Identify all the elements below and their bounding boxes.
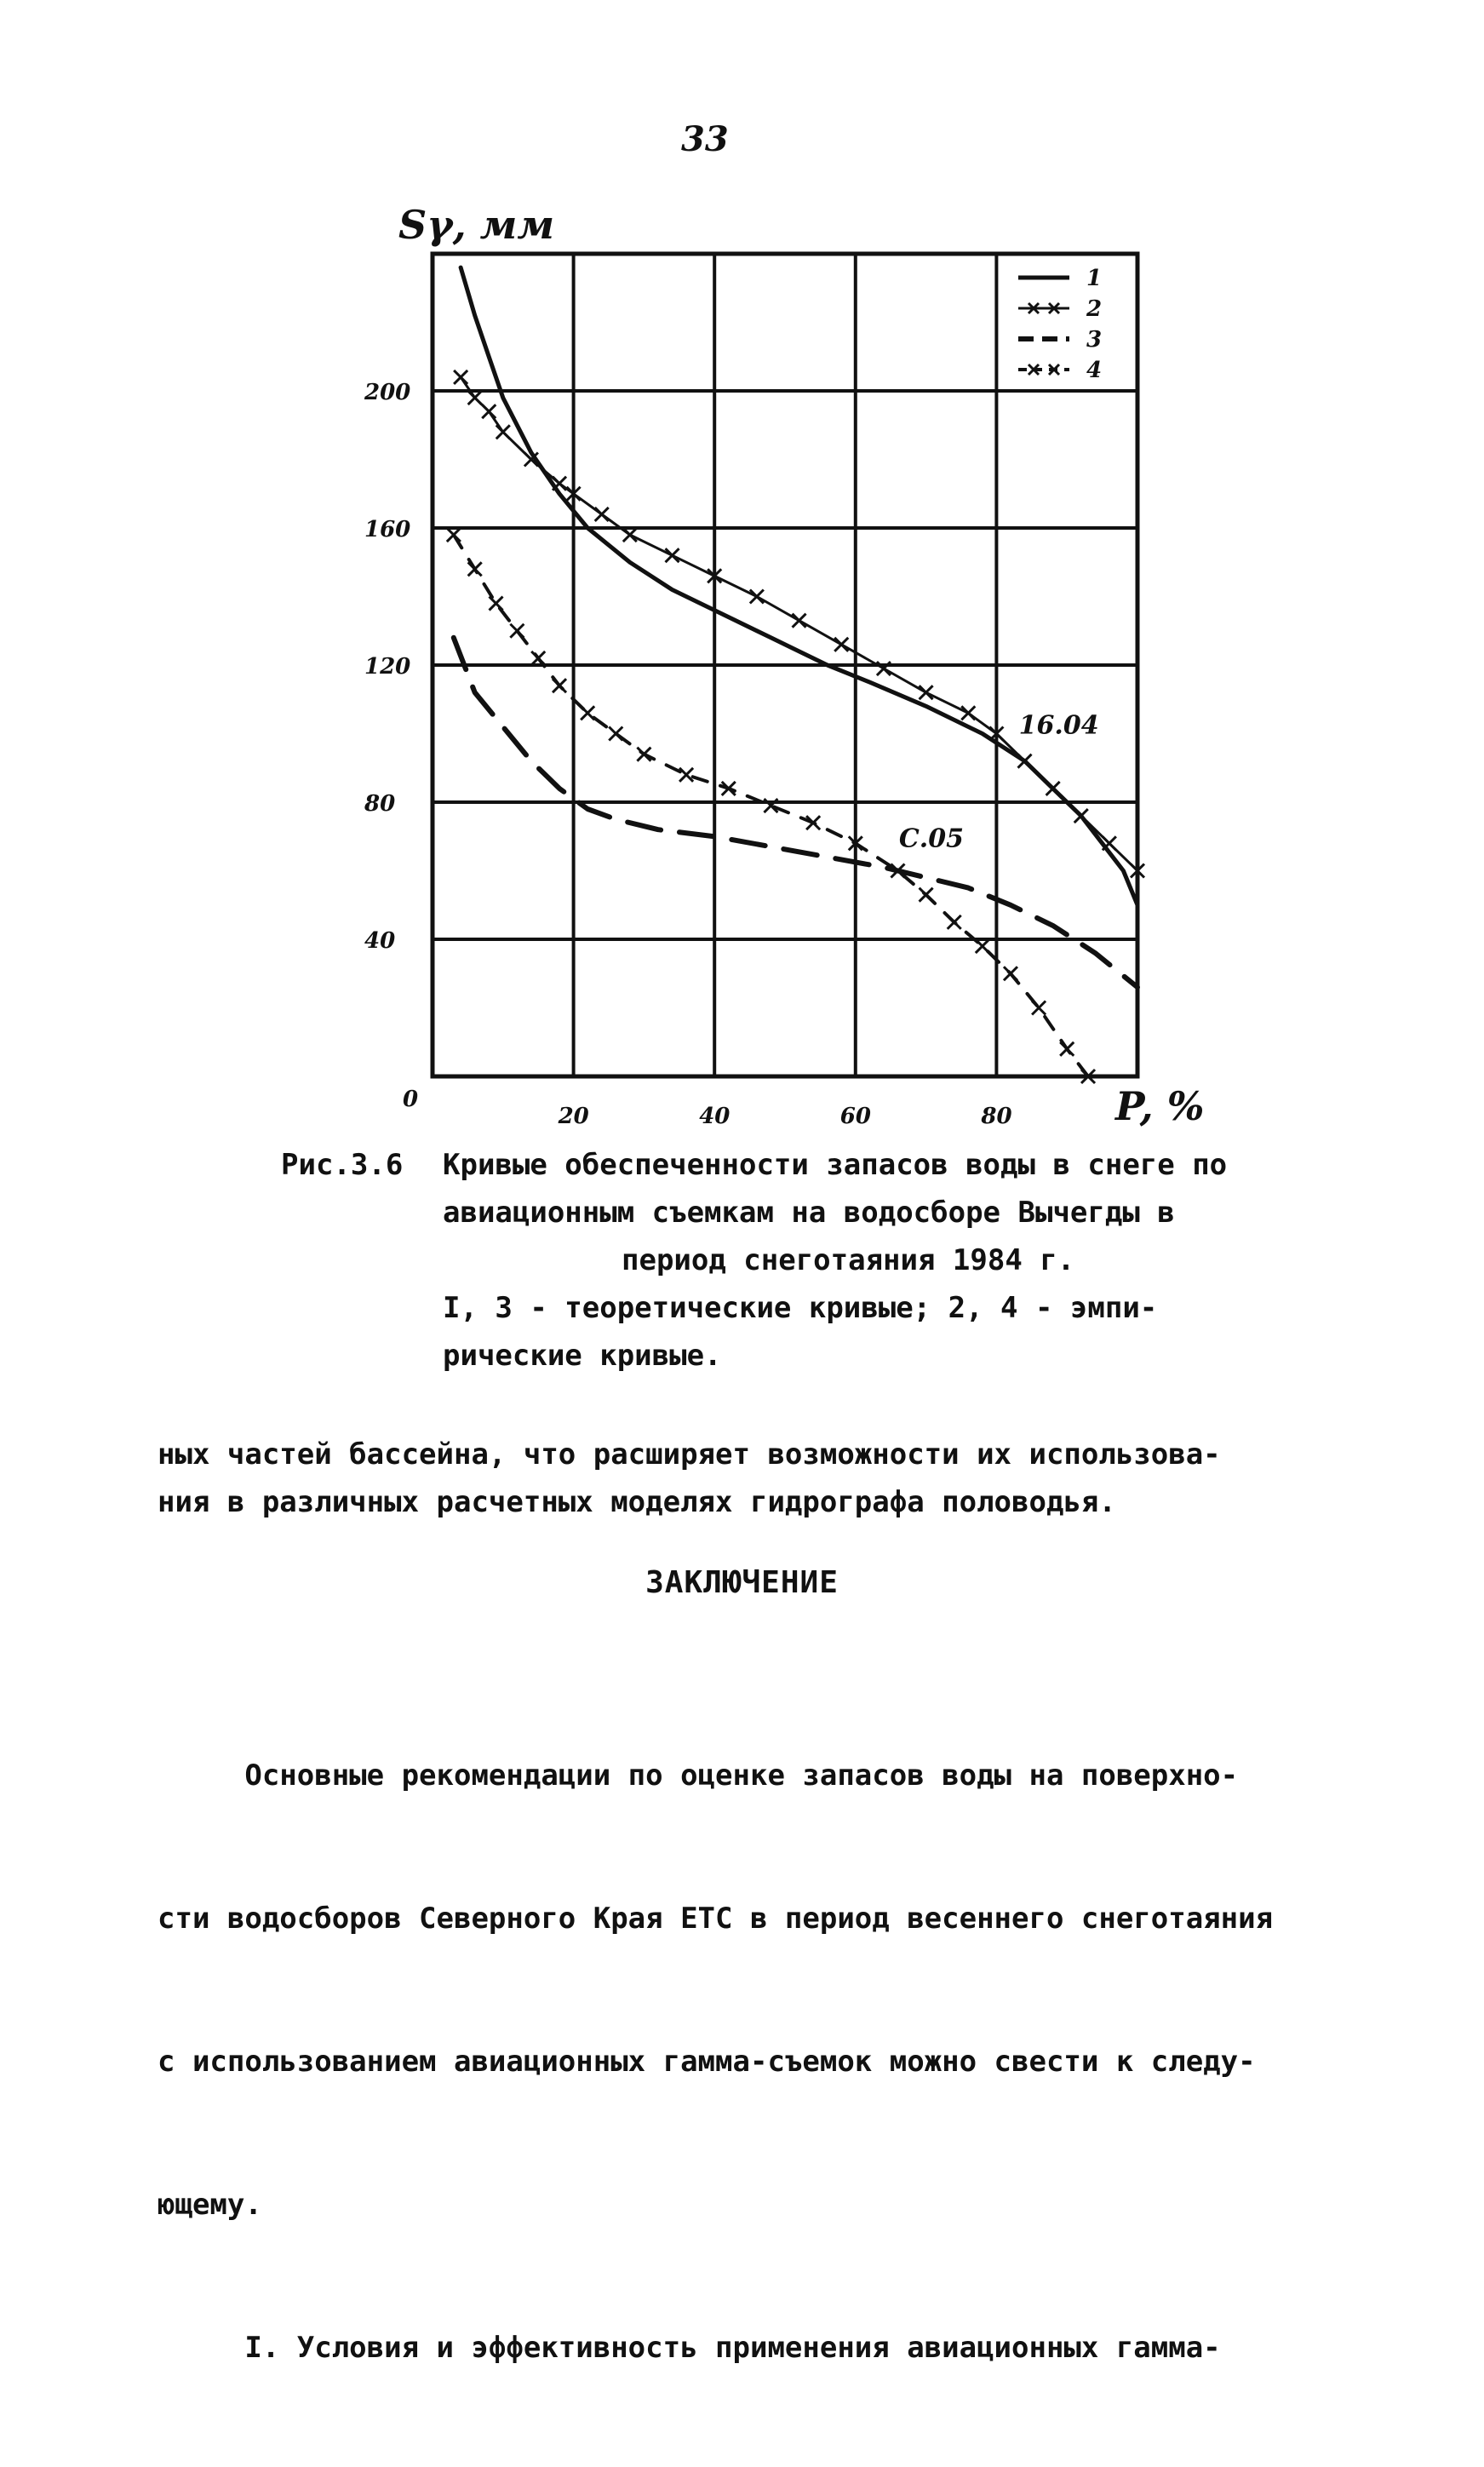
series-4-point	[806, 816, 820, 829]
series-2-point	[750, 590, 764, 604]
x-tick-label: 40	[699, 1104, 731, 1129]
series-1-line	[461, 267, 1137, 905]
series-2-point	[468, 391, 482, 404]
x-tick-label: 20	[558, 1104, 589, 1129]
series-4-point	[581, 706, 594, 720]
snow-water-exceedance-chart	[0, 0, 1484, 1133]
series-4-point	[553, 679, 566, 692]
series-4-point	[490, 597, 503, 611]
caption-line: авиационным съемкам на водосборе Вычегды в	[443, 1196, 1175, 1230]
series-4-point	[920, 888, 933, 902]
curve-annotation: 16.04	[1018, 710, 1099, 741]
series-2-line	[461, 377, 1137, 871]
series-4-point	[948, 915, 961, 929]
legend-label-2: 2	[1086, 296, 1103, 322]
x-tick-label: 80	[981, 1104, 1012, 1129]
series-4-point	[1060, 1042, 1074, 1056]
legend-label-4: 4	[1086, 358, 1103, 383]
series-2-point	[920, 686, 933, 699]
series-4-point	[679, 768, 693, 782]
y-axis-label: Sγ, мм	[398, 202, 555, 248]
series-2-point	[496, 425, 510, 439]
y-tick-label: 160	[364, 517, 411, 542]
series-2-point	[834, 638, 848, 651]
text-line: I. Условия и эффективность применения авиационных гамма-	[158, 2331, 1221, 2365]
text-line: Основные рекомендации по оценке запасов воды на поверхно-	[158, 1758, 1239, 1793]
curve-annotation: С.05	[898, 823, 964, 854]
x-axis-label: P, %	[1115, 1083, 1205, 1129]
series-2-point	[454, 370, 467, 384]
continuation-paragraph	[158, 1431, 1298, 1526]
chart-grid	[433, 254, 1137, 1076]
x-tick-label: 60	[839, 1104, 871, 1129]
series-4-point	[637, 748, 650, 761]
series-2-point	[1046, 782, 1060, 795]
series-2-point	[482, 404, 496, 418]
x-tick-label: 0	[403, 1087, 419, 1112]
text-line: ющему.	[158, 2188, 262, 2222]
series-4-point	[531, 651, 545, 665]
text-line: сти водосборов Северного Края ЕТС в период весеннего снеготаяния	[158, 1902, 1274, 1936]
series-2-point	[623, 528, 637, 542]
series-4-point	[510, 624, 524, 638]
series-2-point	[595, 508, 609, 521]
legend-label-3: 3	[1086, 327, 1103, 353]
series-2-point	[1018, 754, 1032, 768]
caption-line: рические кривые.	[443, 1339, 722, 1373]
y-tick-label: 120	[364, 654, 411, 680]
section-heading: ЗАКЛЮЧЕНИЕ	[645, 1565, 839, 1600]
legend	[1018, 266, 1102, 383]
series-4-point	[1032, 1001, 1046, 1015]
series-4-point	[468, 562, 482, 576]
series-4-point	[609, 727, 622, 741]
caption-line: I, 3 - теоретические кривые; 2, 4 - эмпи-	[443, 1291, 1158, 1325]
series-2-point	[666, 548, 679, 562]
text-line: ния в различных расчетных моделях гидрографа половодья.	[158, 1485, 1116, 1519]
series-4-point	[447, 528, 461, 542]
conclusion-paragraph	[158, 1656, 1298, 2467]
series-2-point	[961, 706, 975, 720]
series-4-point	[1004, 967, 1017, 980]
y-tick-label: 40	[364, 928, 396, 954]
caption-label: Рис.3.6	[281, 1148, 404, 1182]
y-tick-label: 80	[364, 791, 396, 817]
caption-line: период снеготаяния 1984 г.	[622, 1243, 1075, 1277]
caption-line: Кривые обеспеченности запасов воды в снеге по	[443, 1148, 1228, 1182]
page-number: 33	[681, 119, 729, 159]
legend-label-1: 1	[1086, 266, 1103, 291]
series-4-point	[976, 939, 989, 953]
series-2-point	[793, 614, 806, 628]
series-2-point	[1074, 809, 1088, 823]
axis-ticks	[364, 380, 1012, 1129]
text-line: ных частей бассейна, что расширяет возможности их использова-	[158, 1437, 1221, 1472]
y-tick-label: 200	[364, 380, 411, 405]
text-line: с использованием авиационных гамма-съемок можно свести к следу-	[158, 2045, 1256, 2079]
